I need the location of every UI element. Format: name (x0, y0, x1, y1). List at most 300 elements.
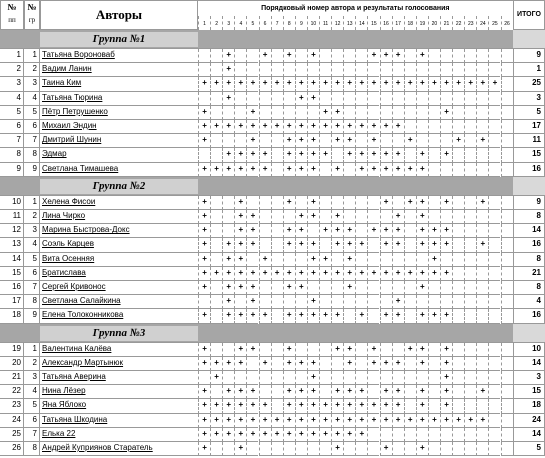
vote-cell (367, 63, 379, 77)
vote-cell (367, 428, 379, 442)
row-group-number: 8 (24, 295, 40, 309)
vote-cell (271, 399, 283, 413)
vote-cell (404, 253, 416, 267)
vote-cell: + (392, 77, 404, 91)
vote-cell (476, 120, 488, 134)
vote-cell (210, 281, 222, 295)
vote-cell: + (234, 120, 246, 134)
author-link[interactable]: Яна Яблоко (40, 399, 198, 413)
author-link[interactable]: Вита Осенняя (40, 253, 198, 267)
vote-cell (271, 253, 283, 267)
vote-cell: + (331, 210, 343, 224)
vote-cell: + (295, 281, 307, 295)
vote-cell: + (343, 414, 355, 428)
row-group-number: 5 (24, 253, 40, 267)
vote-cell (380, 371, 392, 385)
vote-cell (367, 106, 379, 120)
vote-cell: + (343, 267, 355, 281)
vote-cell: + (307, 134, 319, 148)
vote-cell: + (392, 309, 404, 323)
vote-cell (271, 196, 283, 210)
author-link[interactable]: Братислава (40, 267, 198, 281)
vote-cell: + (355, 238, 367, 252)
vote-cell (392, 63, 404, 77)
vote-cell: + (476, 196, 488, 210)
vote-cell (343, 92, 355, 106)
vote-cell: + (210, 267, 222, 281)
vote-cell (464, 253, 476, 267)
vote-cell (428, 399, 440, 413)
vote-cell: + (343, 428, 355, 442)
vote-cell: + (295, 399, 307, 413)
vote-cell (488, 210, 500, 224)
vote-cell (501, 163, 513, 177)
vote-cell (198, 295, 210, 309)
vote-cell: + (210, 399, 222, 413)
row-total: 5 (513, 442, 545, 456)
vote-cell (464, 385, 476, 399)
author-link[interactable]: Нина Лёзер (40, 385, 198, 399)
vote-cell (440, 49, 452, 63)
author-link[interactable]: Валентина Калёва (40, 343, 198, 357)
header-col-number: 18 (404, 16, 416, 30)
vote-cell (307, 442, 319, 456)
vote-cell (392, 281, 404, 295)
vote-cell (476, 309, 488, 323)
vote-cell: + (283, 134, 295, 148)
vote-cell (476, 163, 488, 177)
vote-cell (464, 148, 476, 162)
header-col-number: 20 (428, 16, 440, 30)
vote-cell (355, 134, 367, 148)
vote-cell (283, 442, 295, 456)
vote-cell (476, 210, 488, 224)
vote-cell: + (440, 399, 452, 413)
vote-cell: + (198, 442, 210, 456)
vote-cell (271, 357, 283, 371)
vote-cell: + (246, 77, 258, 91)
vote-cell: + (295, 134, 307, 148)
group-title: Группа №3 (40, 326, 198, 341)
vote-cell (428, 281, 440, 295)
vote-cell: + (295, 77, 307, 91)
vote-cell: + (246, 224, 258, 238)
vote-cell (343, 295, 355, 309)
vote-cell (501, 281, 513, 295)
vote-cell: + (331, 120, 343, 134)
vote-cell (428, 210, 440, 224)
vote-cell (355, 343, 367, 357)
vote-cell (259, 385, 271, 399)
vote-cell (283, 63, 295, 77)
group-band-total (513, 324, 545, 343)
group-band-votes (198, 324, 513, 343)
vote-cell: + (392, 120, 404, 134)
vote-cell: + (259, 253, 271, 267)
group-band-total (513, 177, 545, 196)
vote-cell (319, 49, 331, 63)
row-total: 5 (513, 106, 545, 120)
author-link[interactable]: Татьяна Шкодина (40, 414, 198, 428)
vote-cell (476, 428, 488, 442)
vote-cell (271, 148, 283, 162)
vote-cell (271, 63, 283, 77)
vote-cell: + (198, 163, 210, 177)
author-link[interactable]: Марина Быстрова-Докс (40, 224, 198, 238)
vote-cell: + (343, 281, 355, 295)
vote-cell (476, 148, 488, 162)
vote-cell: + (210, 371, 222, 385)
row-total: 16 (513, 309, 545, 323)
vote-cell: + (343, 120, 355, 134)
vote-cell (295, 49, 307, 63)
vote-cell (331, 295, 343, 309)
vote-cell (464, 357, 476, 371)
header-col-number: 21 (440, 16, 452, 30)
vote-cell (501, 371, 513, 385)
vote-cell: + (464, 77, 476, 91)
vote-cell (476, 357, 488, 371)
vote-cell (440, 281, 452, 295)
vote-cell (271, 92, 283, 106)
vote-cell (259, 106, 271, 120)
vote-cell (452, 343, 464, 357)
author-link[interactable]: Светлана Салайкина (40, 295, 198, 309)
row-group-number: 1 (24, 196, 40, 210)
header-authors: Авторы (40, 0, 198, 30)
vote-cell: + (307, 77, 319, 91)
vote-cell: + (295, 210, 307, 224)
row-group-number: 5 (24, 106, 40, 120)
vote-cell: + (331, 309, 343, 323)
vote-cell (343, 63, 355, 77)
vote-cell (501, 267, 513, 281)
vote-cell: + (295, 428, 307, 442)
vote-cell (222, 224, 234, 238)
vote-cell: + (283, 309, 295, 323)
vote-cell: + (246, 414, 258, 428)
vote-cell: + (319, 77, 331, 91)
vote-cell: + (343, 385, 355, 399)
vote-cell: + (283, 224, 295, 238)
vote-cell: + (428, 267, 440, 281)
vote-cell (331, 281, 343, 295)
vote-cell (367, 196, 379, 210)
vote-cell: + (222, 295, 234, 309)
vote-cell (246, 442, 258, 456)
vote-cell: + (392, 385, 404, 399)
vote-cell: + (222, 63, 234, 77)
vote-cell (404, 106, 416, 120)
row-group-number: 3 (24, 371, 40, 385)
vote-cell (259, 371, 271, 385)
vote-cell (246, 49, 258, 63)
author-link[interactable]: Татьяна Аверина (40, 371, 198, 385)
vote-cell (319, 92, 331, 106)
vote-cell (331, 63, 343, 77)
vote-cell (331, 148, 343, 162)
vote-cell (355, 92, 367, 106)
vote-cell (452, 92, 464, 106)
vote-cell (476, 295, 488, 309)
vote-cell: + (234, 399, 246, 413)
vote-cell: + (283, 357, 295, 371)
vote-cell: + (416, 442, 428, 456)
vote-cell (428, 106, 440, 120)
vote-cell: + (307, 148, 319, 162)
author-link[interactable]: Елька 22 (40, 428, 198, 442)
vote-cell: + (307, 428, 319, 442)
row-group-number: 4 (24, 385, 40, 399)
row-pp-number: 17 (0, 295, 24, 309)
vote-cell (367, 295, 379, 309)
vote-cell (343, 49, 355, 63)
vote-cell (367, 92, 379, 106)
row-pp-number: 4 (0, 92, 24, 106)
author-link[interactable]: Татьяна Тюрина (40, 92, 198, 106)
group-band-votes (198, 177, 513, 196)
vote-cell (295, 63, 307, 77)
author-link[interactable]: Хелена Фисои (40, 196, 198, 210)
row-total: 14 (513, 357, 545, 371)
vote-cell: + (380, 224, 392, 238)
row-group-number: 6 (24, 267, 40, 281)
vote-cell: + (246, 385, 258, 399)
vote-cell: + (283, 281, 295, 295)
vote-cell (428, 385, 440, 399)
author-link[interactable]: Андрей Куприянов Старатель (40, 442, 198, 456)
author-link[interactable]: Пётр Петрушенко (40, 106, 198, 120)
author-link[interactable]: Таина Ким (40, 77, 198, 91)
vote-cell (501, 385, 513, 399)
vote-cell (271, 224, 283, 238)
vote-cell (271, 106, 283, 120)
vote-cell (259, 196, 271, 210)
vote-cell: + (416, 414, 428, 428)
vote-cell (428, 357, 440, 371)
vote-cell: + (380, 385, 392, 399)
author-link[interactable]: Светлана Тимашева (40, 163, 198, 177)
vote-cell: + (246, 106, 258, 120)
row-pp-number: 10 (0, 196, 24, 210)
vote-cell: + (198, 224, 210, 238)
header-voting-title: Порядковый номер автора и результаты голосования (198, 0, 513, 16)
header-pp-symbol: № (7, 2, 17, 12)
vote-cell (404, 399, 416, 413)
vote-cell: + (198, 77, 210, 91)
vote-cell: + (319, 224, 331, 238)
vote-cell (307, 224, 319, 238)
vote-cell (464, 134, 476, 148)
vote-cell (501, 428, 513, 442)
row-group-number: 8 (24, 148, 40, 162)
vote-cell (246, 63, 258, 77)
header-col-number: 15 (367, 16, 379, 30)
vote-cell: + (283, 267, 295, 281)
author-link[interactable]: Вадим Ланин (40, 63, 198, 77)
vote-cell (392, 196, 404, 210)
vote-cell (210, 148, 222, 162)
vote-cell (392, 106, 404, 120)
vote-cell: + (198, 120, 210, 134)
author-link[interactable]: Михаил Эндин (40, 120, 198, 134)
vote-cell: + (234, 414, 246, 428)
vote-cell (355, 224, 367, 238)
vote-cell (452, 238, 464, 252)
vote-cell (464, 295, 476, 309)
author-link[interactable]: Лина Чирко (40, 210, 198, 224)
vote-cell (404, 295, 416, 309)
vote-cell: + (416, 385, 428, 399)
author-link[interactable]: Сергей Кривонос (40, 281, 198, 295)
vote-cell (488, 385, 500, 399)
vote-cell (476, 92, 488, 106)
header-col-gr (24, 0, 40, 30)
vote-cell (295, 343, 307, 357)
vote-cell: + (222, 49, 234, 63)
header-col-number: 8 (283, 16, 295, 30)
vote-cell (222, 210, 234, 224)
vote-cell (380, 63, 392, 77)
author-link[interactable]: Соэль Карцев (40, 238, 198, 252)
vote-cell (440, 92, 452, 106)
vote-cell: + (271, 77, 283, 91)
vote-cell: + (380, 238, 392, 252)
vote-cell (452, 442, 464, 456)
vote-cell: + (367, 148, 379, 162)
row-pp-number: 5 (0, 106, 24, 120)
row-pp-number: 23 (0, 399, 24, 413)
vote-cell (464, 92, 476, 106)
author-link[interactable]: Александр Мартынюк (40, 357, 198, 371)
vote-cell (319, 281, 331, 295)
vote-cell: + (319, 148, 331, 162)
vote-cell (355, 295, 367, 309)
vote-cell (404, 224, 416, 238)
vote-cell (452, 106, 464, 120)
vote-cell: + (416, 210, 428, 224)
vote-cell (440, 163, 452, 177)
vote-cell: + (222, 428, 234, 442)
vote-cell (464, 442, 476, 456)
vote-cell: + (234, 196, 246, 210)
row-pp-number: 19 (0, 343, 24, 357)
vote-cell: + (367, 414, 379, 428)
vote-cell: + (440, 224, 452, 238)
vote-cell: + (367, 77, 379, 91)
row-group-number: 9 (24, 309, 40, 323)
vote-cell (452, 385, 464, 399)
vote-cell (488, 92, 500, 106)
vote-cell: + (319, 428, 331, 442)
vote-cell (428, 63, 440, 77)
vote-cell (355, 63, 367, 77)
vote-cell: + (416, 281, 428, 295)
vote-cell (416, 428, 428, 442)
vote-cell: + (380, 442, 392, 456)
vote-cell (367, 238, 379, 252)
vote-cell (295, 196, 307, 210)
vote-cell: + (295, 309, 307, 323)
vote-cell: + (355, 309, 367, 323)
vote-cell: + (355, 428, 367, 442)
vote-cell: + (355, 267, 367, 281)
vote-cell: + (380, 77, 392, 91)
vote-cell (319, 295, 331, 309)
vote-cell: + (380, 163, 392, 177)
vote-cell (404, 120, 416, 134)
vote-cell: + (416, 343, 428, 357)
vote-cell: + (307, 210, 319, 224)
vote-cell: + (355, 163, 367, 177)
vote-cell (452, 357, 464, 371)
vote-cell (355, 106, 367, 120)
vote-cell: + (476, 385, 488, 399)
vote-cell (380, 295, 392, 309)
vote-cell (246, 196, 258, 210)
vote-cell: + (392, 357, 404, 371)
row-pp-number: 25 (0, 428, 24, 442)
vote-cell (452, 371, 464, 385)
vote-cell (416, 63, 428, 77)
row-group-number: 2 (24, 210, 40, 224)
vote-cell: + (198, 385, 210, 399)
author-link[interactable]: Дмитрий Шунин (40, 134, 198, 148)
header-col-number: 22 (452, 16, 464, 30)
row-group-number: 6 (24, 414, 40, 428)
vote-cell: + (307, 295, 319, 309)
vote-cell (283, 253, 295, 267)
vote-cell (355, 253, 367, 267)
vote-cell (488, 343, 500, 357)
author-link[interactable]: Елена Толоконникова (40, 309, 198, 323)
vote-cell: + (198, 210, 210, 224)
vote-cell: + (271, 120, 283, 134)
vote-cell (488, 253, 500, 267)
vote-cell (331, 196, 343, 210)
vote-cell (259, 134, 271, 148)
vote-cell (488, 281, 500, 295)
vote-cell (319, 442, 331, 456)
author-link[interactable]: Эдмар (40, 148, 198, 162)
vote-cell (246, 371, 258, 385)
vote-cell (488, 428, 500, 442)
header-col-number: 3 (222, 16, 234, 30)
vote-cell: + (234, 267, 246, 281)
vote-cell (234, 63, 246, 77)
vote-cell: + (416, 357, 428, 371)
vote-cell: + (343, 357, 355, 371)
vote-cell: + (428, 414, 440, 428)
vote-cell (259, 295, 271, 309)
vote-cell (210, 385, 222, 399)
vote-cell: + (246, 267, 258, 281)
vote-cell: + (404, 267, 416, 281)
vote-cell (404, 238, 416, 252)
vote-cell (464, 120, 476, 134)
vote-cell: + (307, 385, 319, 399)
vote-cell (210, 442, 222, 456)
vote-cell (331, 92, 343, 106)
vote-cell (198, 371, 210, 385)
vote-cell: + (283, 385, 295, 399)
vote-cell: + (246, 295, 258, 309)
row-pp-number: 3 (0, 77, 24, 91)
author-link[interactable]: Татьяна Вороноваб (40, 49, 198, 63)
vote-cell: + (283, 49, 295, 63)
vote-cell (234, 92, 246, 106)
vote-cell: + (440, 196, 452, 210)
